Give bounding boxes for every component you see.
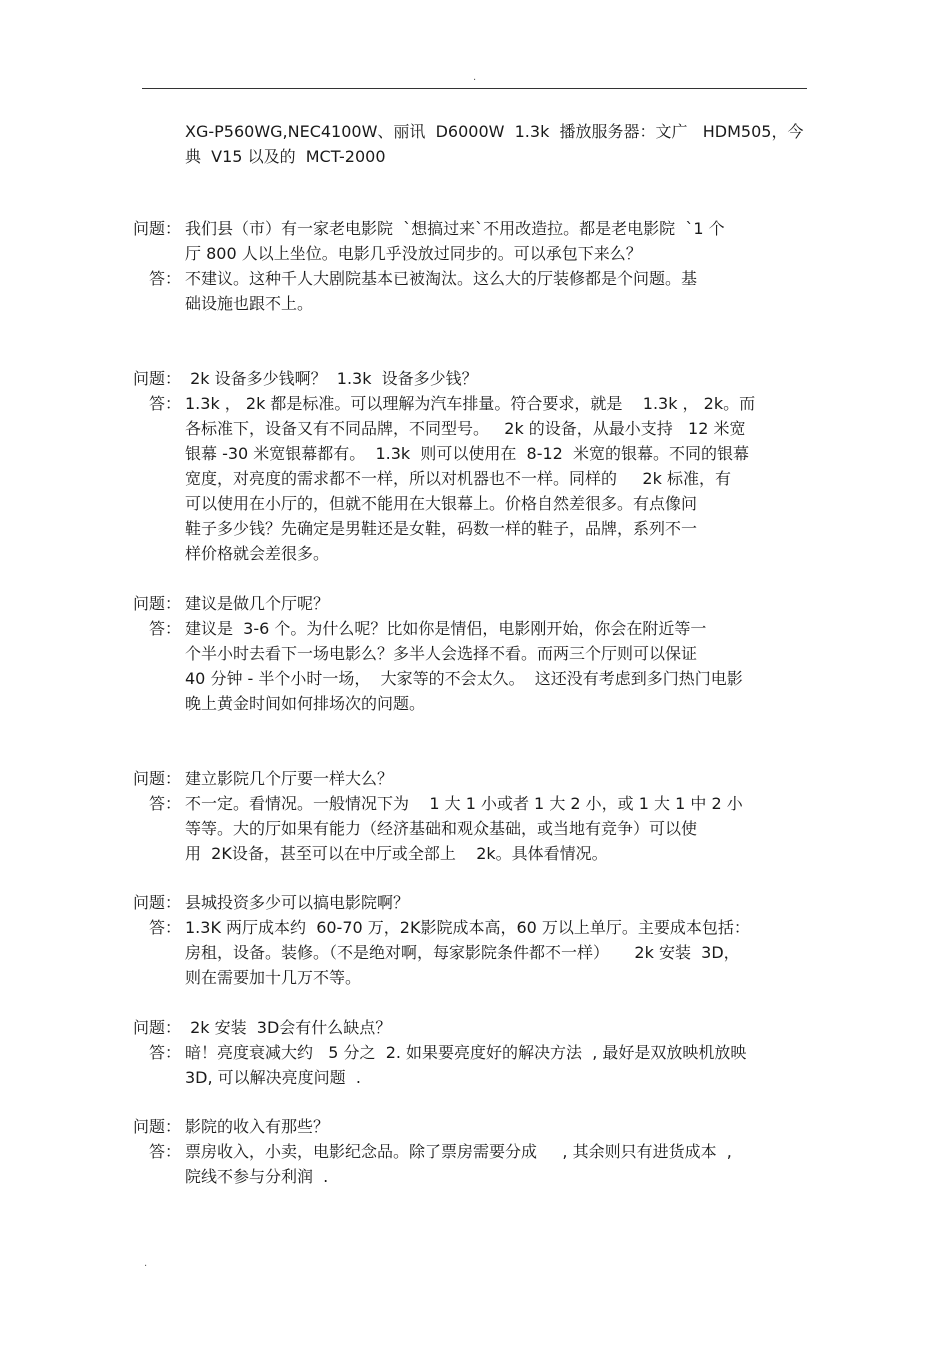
header-rule (142, 88, 807, 89)
qa-block-investment (133, 890, 813, 990)
answer-label: 答： (149, 269, 182, 288)
answer-line: 用 2K设备，甚至可以在中厅或全部上 2k。具体看情况。 (185, 844, 608, 863)
answer-line: 鞋子多少钱？先确定是男鞋还是女鞋，码数一样的鞋子，品牌，系列不一 (185, 519, 698, 538)
answer (133, 915, 813, 990)
question-label: 问题： (133, 219, 182, 238)
intro-line: XG-P560WG,NEC4100W、丽讯 D6000W 1.3k 播放服务器：文广 HDM505，今 (185, 122, 804, 141)
answer-line: 各标准下，设备又有不同品牌，不同型号。 2k 的设备，从最小支持 12 米宽 (185, 419, 746, 438)
qa-block-hall-count (133, 591, 813, 716)
footer-mark: . (144, 1258, 148, 1269)
answer (133, 791, 813, 866)
answer-line: 院线不参与分利润 . (185, 1167, 329, 1186)
answer-line: 个半小时去看下一场电影么？多半人会选择不看。而两三个厅则可以保证 (185, 644, 698, 663)
question-label: 问题： (133, 1117, 182, 1136)
answer-line: 则在需要加十几万不等。 (185, 968, 362, 987)
answer-label: 答： (149, 1043, 182, 1062)
intro-paragraph (185, 119, 807, 169)
answer-line: 等等。大的厅如果有能力（经济基础和观众基础，或当地有竞争）可以使 (185, 819, 698, 838)
question-line: 2k 设备多少钱啊？ 1.3k 设备多少钱？ (185, 369, 478, 388)
answer-line: 银幕 -30 米宽银幕都有。 1.3k 则可以使用在 8-12 米宽的银幕。不同的银幕 (185, 444, 750, 463)
answer-line: 宽度，对亮度的需求都不一样，所以对机器也不一样。同样的 2k 标准，有 (185, 469, 731, 488)
answer-line: 1.3K 两厅成本约 60-70 万，2K影院成本高，60 万以上单厅。主要成本包括： (185, 918, 750, 937)
answer (133, 616, 813, 716)
question-line: 厅 800 人以上坐位。电影几乎没放过同步的。可以承包下来么？ (185, 244, 642, 263)
qa-block-hall-size (133, 766, 813, 866)
answer (133, 266, 813, 316)
question-label: 问题： (133, 1018, 182, 1037)
answer (133, 1040, 813, 1090)
question-line: 我们县（市）有一家老电影院 `想搞过来`不用改造拉。都是老电影院 `1 个 (185, 219, 725, 238)
question (133, 216, 813, 266)
answer-line: 不一定。看情况。一般情况下为 1 大 1 小或者 1 大 2 小，或 1 大 1 中 2 小 (185, 794, 743, 813)
qa-block-old-cinema (133, 216, 813, 316)
question-line: 2k 安装 3D会有什么缺点？ (185, 1018, 392, 1037)
question-label: 问题： (133, 769, 182, 788)
answer (133, 391, 813, 566)
question (133, 1114, 813, 1139)
question-label: 问题： (133, 369, 182, 388)
answer-line: 础设施也跟不上。 (185, 294, 314, 313)
answer-label: 答： (149, 794, 182, 813)
question-label: 问题： (133, 594, 182, 613)
question-line: 建立影院几个厅要一样大么？ (185, 769, 394, 788)
question-line: 影院的收入有那些？ (185, 1117, 330, 1136)
answer-label: 答： (149, 918, 182, 937)
answer-line: 不建议。这种千人大剧院基本已被淘汰。这么大的厅装修都是个问题。基 (185, 269, 698, 288)
qa-block-3d-drawbacks (133, 1015, 813, 1090)
header-mark: . (473, 72, 477, 83)
question-line: 县城投资多少可以搞电影院啊？ (185, 893, 410, 912)
answer-line: 样价格就会差很多。 (185, 544, 330, 563)
qa-block-revenue (133, 1114, 813, 1189)
answer-line: 票房收入，小卖，电影纪念品。除了票房需要分成 , 其余则只有进货成本 , (185, 1142, 732, 1161)
answer-line: 晚上黄金时间如何排场次的问题。 (185, 694, 426, 713)
question-label: 问题： (133, 893, 182, 912)
question-line: 建议是做几个厅呢？ (185, 594, 330, 613)
answer (133, 1139, 813, 1189)
answer-line: 暗！亮度衰减大约 5 分之 2. 如果要亮度好的解决方法 , 最好是双放映机放映 (185, 1043, 747, 1062)
answer-line: 3D, 可以解决亮度问题 . (185, 1068, 361, 1087)
answer-label: 答： (149, 394, 182, 413)
qa-block-equipment-cost (133, 366, 813, 566)
question (133, 591, 813, 616)
intro-line: 典 V15 以及的 MCT-2000 (185, 147, 386, 166)
answer-line: 建议是 3-6 个。为什么呢？比如你是情侣，电影刚开始，你会在附近等一 (185, 619, 707, 638)
answer-line: 1.3k ， 2k 都是标准。可以理解为汽车排量。符合要求，就是 1.3k ， 2k。而 (185, 394, 756, 413)
question (133, 1015, 813, 1040)
answer-label: 答： (149, 1142, 182, 1161)
answer-line: 房租，设备。装修。（不是绝对啊，每家影院条件都不一样） 2k 安装 3D， (185, 943, 740, 962)
answer-line: 40 分钟 - 半个小时一场， 大家等的不会太久。 这还没有考虑到多门热门电影 (185, 669, 743, 688)
answer-line: 可以使用在小厅的，但就不能用在大银幕上。价格自然差很多。有点像问 (185, 494, 698, 513)
question (133, 766, 813, 791)
question (133, 890, 813, 915)
answer-label: 答： (149, 619, 182, 638)
question (133, 366, 813, 391)
